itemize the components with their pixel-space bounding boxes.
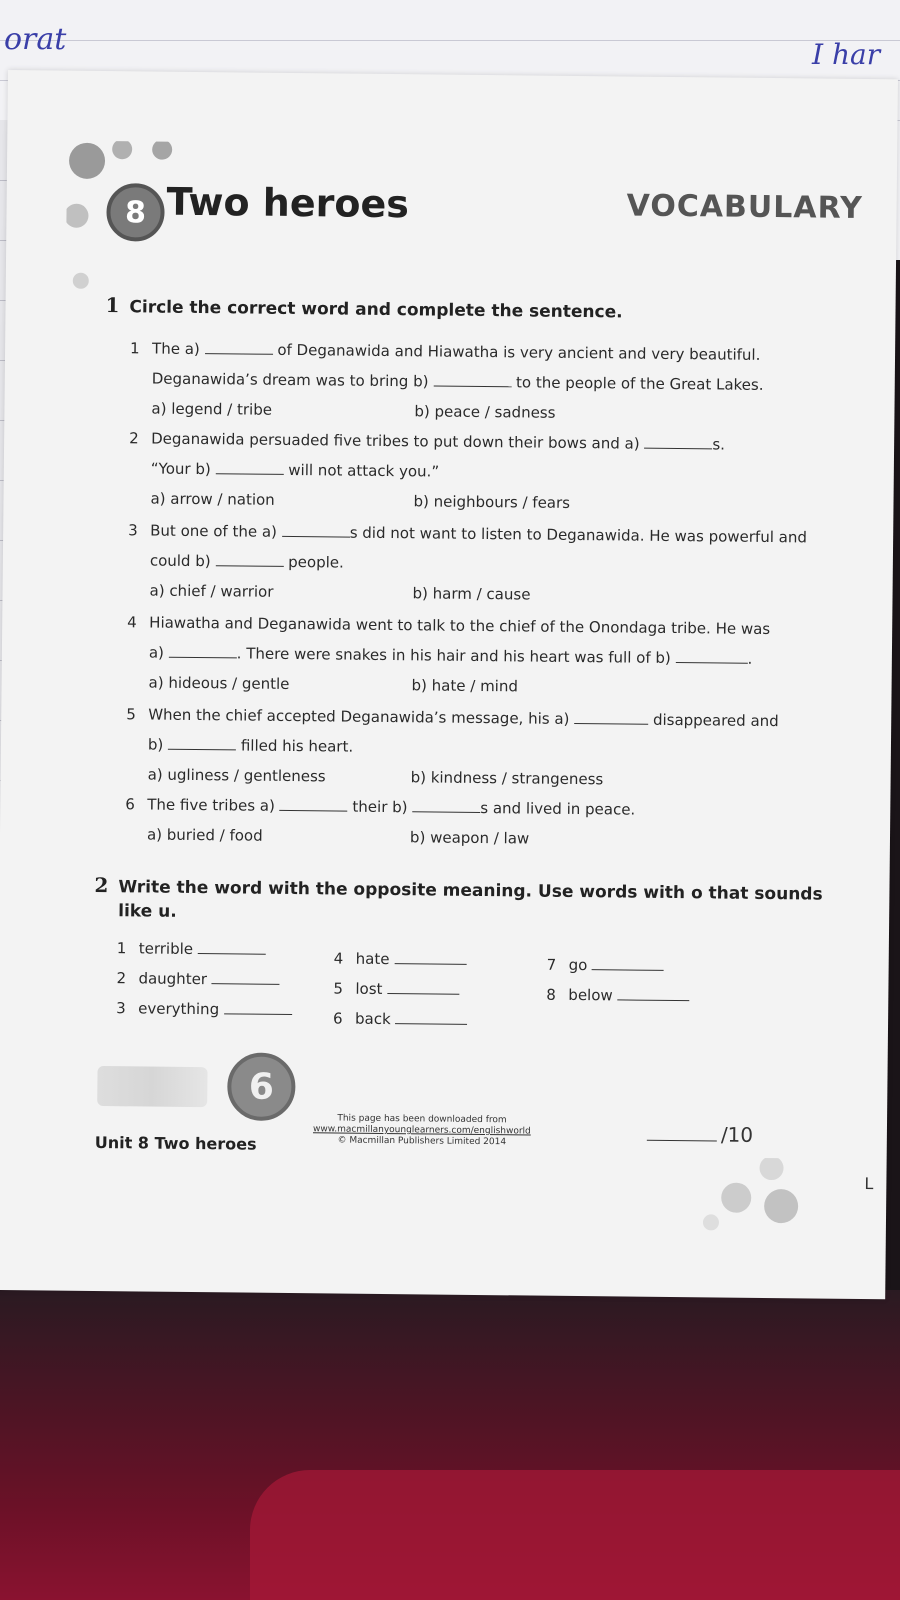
item-number: 3 xyxy=(116,999,126,1018)
ex1-item-3-option-a[interactable]: a) chief / warrior xyxy=(149,581,274,601)
page-edge-letter: L xyxy=(864,1174,874,1194)
prompt-word: hate xyxy=(355,949,390,969)
item-number: 5 xyxy=(126,705,136,724)
sentence-text: their b) xyxy=(352,797,408,817)
exercise-1-number: 1 xyxy=(105,293,120,318)
ex1-item-6-option-a[interactable]: a) buried / food xyxy=(146,825,263,845)
sentence-text: Deganawida persuaded five tribes to put down their bows and a) xyxy=(151,429,640,453)
prompt-word: terrible xyxy=(138,939,194,958)
prompt-word: go xyxy=(568,955,588,975)
exercise-2-instruction-line-1: Write the word with the opposite meaning. Use words with o that sounds xyxy=(118,877,823,905)
footer-credit xyxy=(302,1113,542,1149)
answer-blank[interactable] xyxy=(169,645,237,659)
sentence-text: could b) xyxy=(149,551,211,571)
ex1-item-1-option-b[interactable]: b) peace / sadness xyxy=(414,402,556,422)
unit-number-badge: 8 xyxy=(106,183,165,242)
sentence-text: disappeared and xyxy=(652,710,779,731)
answer-blank[interactable] xyxy=(395,1011,467,1025)
sentence-text: people. xyxy=(288,552,344,572)
item-number: 4 xyxy=(127,613,137,632)
sentence-text: When the chief accepted Deganawida’s message, his a) xyxy=(148,705,570,728)
answer-blank[interactable] xyxy=(433,373,511,387)
ex1-item-2-line-1 xyxy=(129,429,725,453)
ex1-item-5-option-b[interactable]: b) kindness / strangeness xyxy=(410,768,604,789)
item-number: 8 xyxy=(546,985,556,1004)
decorative-dots-bottom xyxy=(696,1157,807,1238)
exercise-2-instruction-line-2: like u. xyxy=(118,901,177,922)
answer-blank[interactable] xyxy=(224,1001,292,1015)
background-fabric-fold xyxy=(250,1470,900,1600)
worksheet-page xyxy=(0,70,898,1299)
ex1-item-5-line-2 xyxy=(148,736,353,756)
item-number: 4 xyxy=(333,949,344,968)
ex1-item-1-line-1 xyxy=(130,339,760,364)
footer-unit-label: Unit 8 Two heroes xyxy=(94,1132,257,1154)
sentence-text: filled his heart. xyxy=(240,736,354,756)
answer-blank[interactable] xyxy=(394,951,466,965)
sentence-text: b) xyxy=(147,735,164,754)
answer-blank[interactable] xyxy=(215,553,283,567)
sentence-text: . There were snakes in his hair and his heart was full of b) xyxy=(236,644,671,667)
sentence-text: to the people of the Great Lakes. xyxy=(515,373,764,394)
ex1-item-5-line-1 xyxy=(126,705,779,730)
ex1-item-4-line-2: a) . There were snakes in his hair and his heart was full of b) . xyxy=(148,643,753,668)
answer-blank[interactable] xyxy=(387,981,459,995)
item-number: 2 xyxy=(129,429,139,448)
answer-blank[interactable] xyxy=(592,957,664,971)
ex2-item-6 xyxy=(333,1009,468,1028)
faded-logo-smudge xyxy=(97,1066,207,1107)
ex1-item-2-option-b[interactable]: b) neighbours / fears xyxy=(413,492,571,512)
ex2-item-3 xyxy=(116,999,292,1019)
sentence-text: The a) xyxy=(151,339,200,359)
ex1-item-6-line-1 xyxy=(125,795,635,818)
page-title: Two heroes xyxy=(166,179,410,227)
item-number: 3 xyxy=(128,521,138,540)
item-number: 6 xyxy=(125,795,135,814)
handwriting-top-left: orat xyxy=(4,22,67,57)
answer-blank[interactable] xyxy=(412,799,480,813)
ex1-item-2-line-2 xyxy=(151,460,440,481)
exercise-2-number: 2 xyxy=(94,872,109,898)
exercise-1-heading xyxy=(105,293,622,322)
ex2-item-8 xyxy=(546,986,689,1005)
answer-blank[interactable] xyxy=(212,971,280,985)
sentence-text: of Deganawida and Hiawatha is very ancient and very beautiful. xyxy=(277,340,761,364)
ex1-item-1-line-2 xyxy=(152,370,764,394)
copyright-line: © Macmillan Publishers Limited 2014 xyxy=(337,1135,507,1148)
sentence-text: But one of the a) xyxy=(150,521,278,541)
answer-blank[interactable] xyxy=(282,524,350,538)
sentence-text: s and lived in peace. xyxy=(480,798,636,819)
ex1-item-5-option-a[interactable]: a) ugliness / gentleness xyxy=(147,765,326,786)
sentence-text: s did not want to listen to Deganawida. He was powerful and xyxy=(349,523,808,547)
answer-blank[interactable] xyxy=(215,461,283,475)
prompt-word: everything xyxy=(138,999,220,1019)
page-number-badge: 6 xyxy=(227,1052,296,1121)
ex1-item-1-option-a[interactable]: a) legend / tribe xyxy=(151,399,273,419)
exercise-1-instruction: Circle the correct word and complete the sentence. xyxy=(129,297,623,323)
prompt-word: below xyxy=(568,985,613,1005)
score-blank[interactable] xyxy=(647,1126,717,1142)
credit-url-link[interactable]: www.macmillanyounglearners.com/englishworld xyxy=(312,1124,531,1137)
ex1-item-3-option-b[interactable]: b) harm / cause xyxy=(412,584,531,604)
prompt-word: back xyxy=(354,1009,391,1029)
sentence-text: a) xyxy=(148,643,165,662)
item-number: 5 xyxy=(333,979,344,998)
ex2-item-4 xyxy=(334,949,467,968)
section-label: VOCABULARY xyxy=(626,188,863,226)
answer-blank[interactable] xyxy=(574,711,648,725)
answer-blank[interactable] xyxy=(205,341,273,355)
score-field xyxy=(647,1122,753,1147)
sentence-text: The five tribes a) xyxy=(147,795,275,815)
score-total: /10 xyxy=(720,1122,754,1147)
prompt-word: daughter xyxy=(138,969,208,989)
answer-blank[interactable] xyxy=(644,436,712,450)
answer-blank[interactable] xyxy=(280,798,348,812)
ex1-item-6-option-b[interactable]: b) weapon / law xyxy=(409,828,530,848)
sentence-text: s. xyxy=(712,435,726,454)
ex1-item-4-option-a[interactable]: a) hideous / gentle xyxy=(148,673,290,693)
sentence-text: Deganawida’s dream was to bring b) xyxy=(151,369,429,391)
answer-blank[interactable] xyxy=(676,650,748,664)
ex2-item-2 xyxy=(116,969,279,989)
item-number: 1 xyxy=(129,339,140,358)
item-number: 1 xyxy=(116,939,127,958)
ex1-item-4-line-1 xyxy=(127,613,770,638)
sentence-text: “Your b) xyxy=(150,459,211,479)
item-number: 2 xyxy=(116,969,127,988)
item-number: 6 xyxy=(332,1009,343,1028)
prompt-word: lost xyxy=(355,979,383,998)
ex1-item-2-option-a[interactable]: a) arrow / nation xyxy=(150,489,275,509)
ex1-item-3-line-2 xyxy=(150,552,344,572)
answer-blank[interactable] xyxy=(168,737,236,751)
credit-line: This page has been downloaded from xyxy=(337,1113,507,1126)
sentence-text: Hiawatha and Deganawida went to talk to the chief of the Onondaga tribe. He was xyxy=(149,613,771,639)
ex2-item-7 xyxy=(547,956,665,975)
ex2-item-1 xyxy=(117,939,266,959)
handwriting-top-right: I har xyxy=(812,38,881,71)
item-number: 7 xyxy=(546,955,557,974)
answer-blank[interactable] xyxy=(617,987,689,1001)
exercise-2-heading xyxy=(94,873,822,905)
ex1-item-3-line-1 xyxy=(128,521,807,546)
ex1-item-4-option-b[interactable]: b) hate / mind xyxy=(411,676,519,696)
ex2-item-5 xyxy=(333,979,459,998)
answer-blank[interactable] xyxy=(198,941,266,955)
sentence-text: will not attack you.” xyxy=(288,460,440,481)
